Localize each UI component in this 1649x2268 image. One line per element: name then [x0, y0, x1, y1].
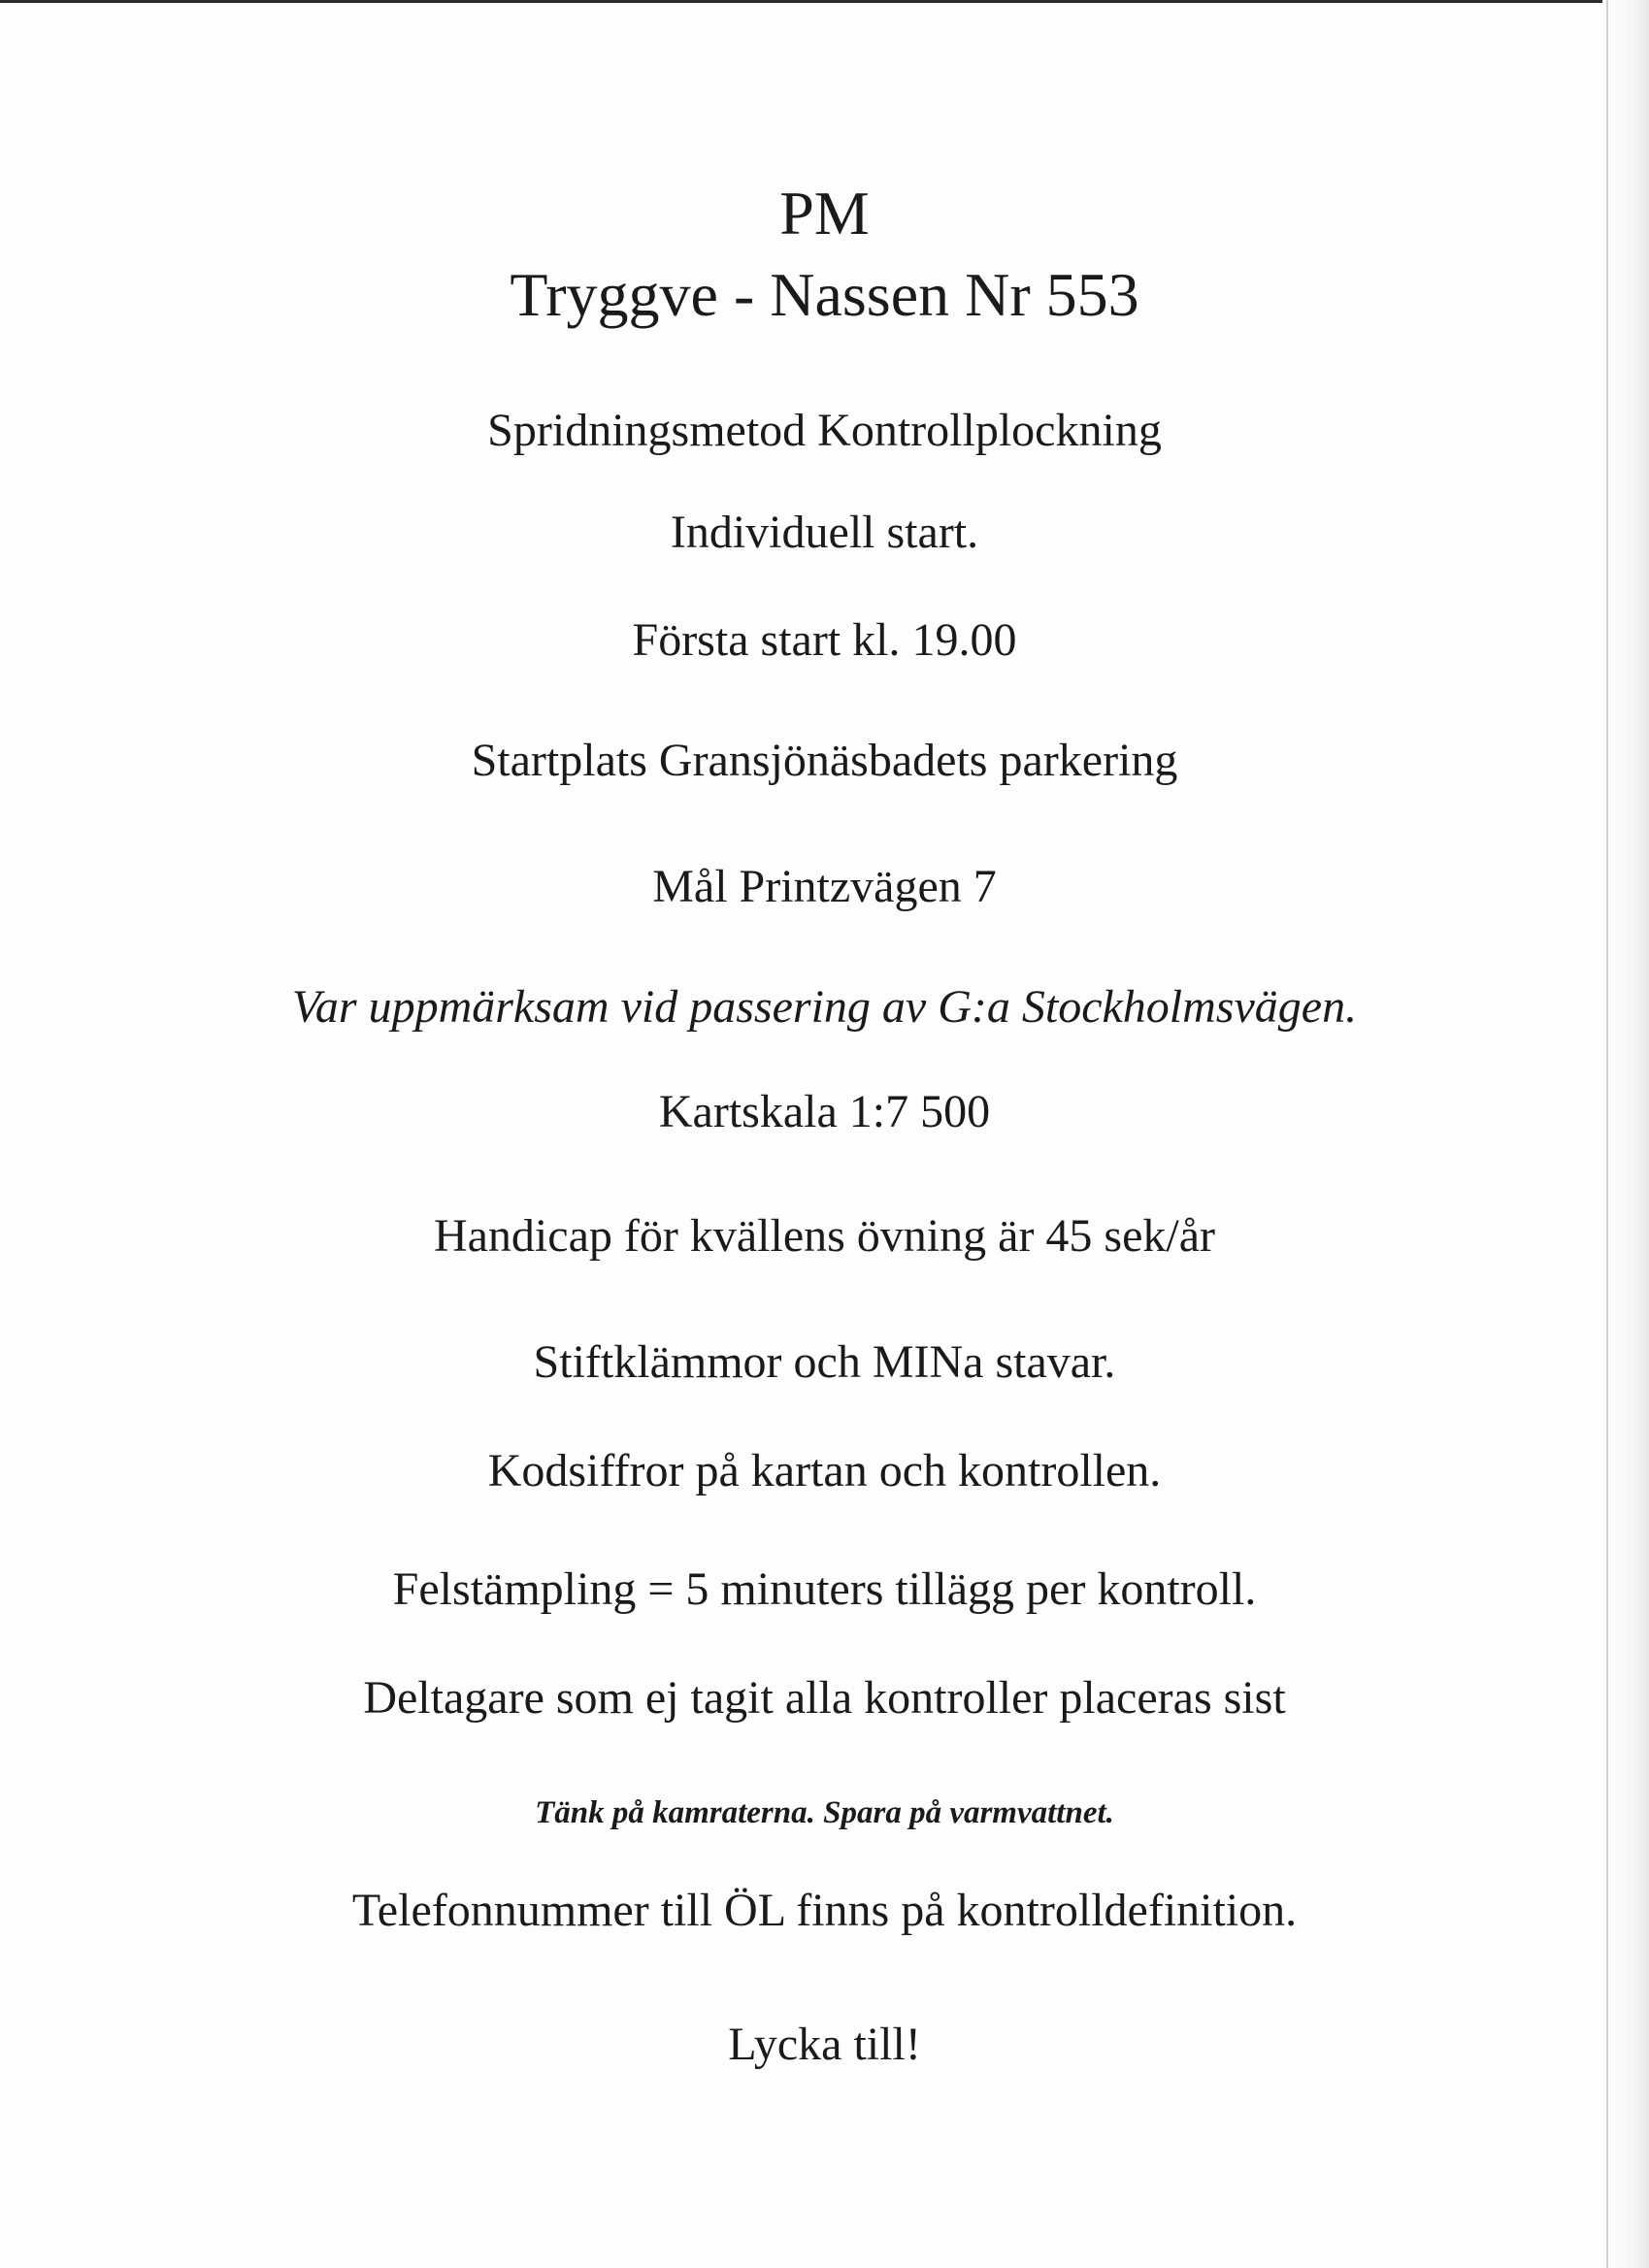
info-line-code-numbers: Kodsiffror på kartan och kontrollen. — [487, 1445, 1162, 1496]
document-title: PM — [779, 179, 870, 247]
info-line-spread-method: Spridningsmetod Kontrollplockning — [487, 405, 1162, 456]
info-line-placement: Deltagare som ej tagit alla kontroller placeras sist — [363, 1672, 1286, 1724]
info-line-mispunch: Felstämpling = 5 minuters tillägg per kontroll. — [392, 1563, 1257, 1615]
info-line-first-start: Första start kl. 19.00 — [632, 614, 1017, 666]
info-line-start-place: Startplats Gransjönäsbadets parkering — [471, 735, 1178, 786]
info-line-phone: Telefonnummer till ÖL finns på kontrolldefinition. — [351, 1885, 1298, 1936]
info-line-clamps: Stiftklämmor och MINa stavar. — [533, 1336, 1116, 1388]
info-line-map-scale: Kartskala 1:7 500 — [658, 1086, 991, 1137]
info-line-start-type: Individuell start. — [670, 507, 979, 558]
info-line-finish: Mål Printzvägen 7 — [652, 861, 997, 912]
info-line-handicap: Handicap för kvällens övning är 45 sek/år — [433, 1210, 1216, 1262]
info-line-good-luck: Lycka till! — [728, 2019, 921, 2070]
document-subtitle: Tryggve - Nassen Nr 553 — [510, 260, 1139, 329]
scan-top-edge — [0, 0, 1649, 3]
info-line-hot-water: Tänk på kamraterna. Spara på varmvattnet. — [535, 1795, 1114, 1830]
info-line-warning: Var uppmärksam vid passering av G:a Stockholmsvägen. — [291, 981, 1358, 1033]
